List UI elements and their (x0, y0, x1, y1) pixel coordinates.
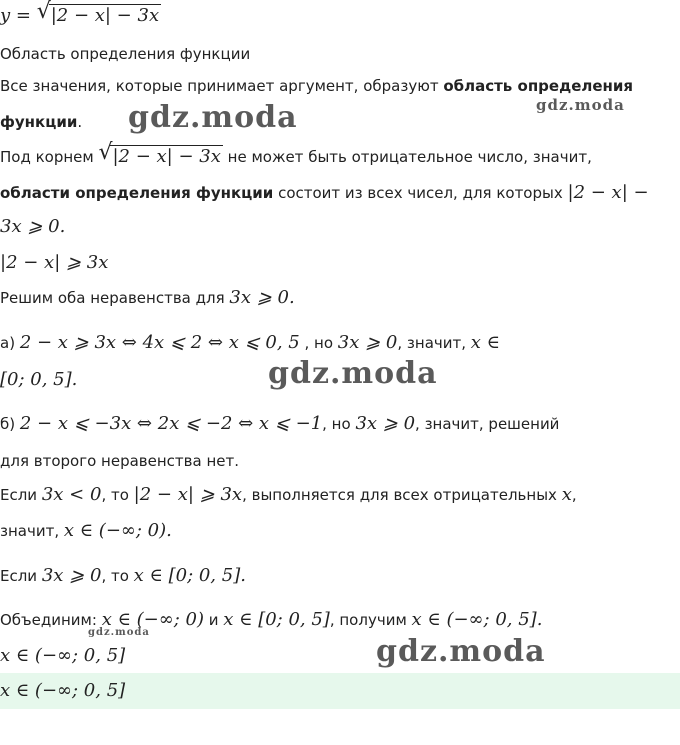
answer-box (0, 673, 680, 709)
case-b-text-2: , значит, решений (415, 415, 560, 433)
watermark-logo: gdz.moda (128, 100, 298, 135)
union-text-1: и (203, 611, 224, 629)
root-sqrt: √ |2 − x| − 3x (98, 140, 221, 167)
neg-text-1: , то (101, 486, 134, 504)
union-math-3: x ∈ (−∞; 0, 5]. (411, 609, 543, 630)
case-a-math-3: x ∈ (470, 332, 500, 353)
definition-line-2 (0, 110, 82, 134)
root-pre: Под корнем (0, 148, 99, 166)
definition-text: Все значения, которые принимает аргумент, образуют (0, 77, 444, 95)
formula-sqrt: √ |2 − x| − 3x (36, 0, 160, 26)
heading-domain: Область определения функции (0, 45, 251, 63)
case-a-result: [0; 0, 5]. (0, 369, 78, 390)
case-b-label: б) (0, 415, 20, 433)
watermark-logo: gdz.moda (268, 356, 438, 391)
domain-mid: состоит из всех чисел, для которых (273, 184, 568, 202)
root-post: не может быть отрицательное число, значит, (222, 148, 592, 166)
case-a-label: а) (0, 334, 20, 352)
result-line: x ∈ (−∞; 0, 5] (0, 645, 126, 666)
positive-line (0, 564, 246, 588)
solve-line (0, 286, 295, 310)
pos-text-1: , то (101, 567, 134, 585)
neg-result-math: x ∈ (−∞; 0). (63, 520, 172, 541)
definition-bold-2: функции (0, 113, 78, 131)
negative-line (0, 483, 577, 507)
domain-line (0, 181, 649, 205)
union-text-2: , получим (329, 611, 412, 629)
negative-result (0, 519, 172, 543)
case-a-math-1: 2 − x ⩾ 3x ⇔ 4x ⩽ 2 ⇔ x ⩽ 0, 5 (19, 332, 300, 353)
root-line (0, 140, 592, 169)
domain-math: |2 − x| − (567, 182, 649, 203)
neg-pre: Если (0, 486, 42, 504)
case-b-text-1: , но (322, 415, 356, 433)
root-radicand: |2 − x| − 3x (112, 146, 221, 167)
case-a-math-2: 3x ⩾ 0 (337, 332, 398, 353)
neg-math-3: x (561, 484, 572, 505)
pos-math-2: x ∈ [0; 0, 5]. (133, 565, 246, 586)
neg-math-2: |2 − x| ⩾ 3x (133, 484, 243, 505)
case-b-result: для второго неравенства нет. (0, 452, 239, 470)
union-pre: Объединим: (0, 611, 102, 629)
watermark-logo: gdz.moda (88, 627, 150, 638)
formula-line (0, 0, 161, 28)
answer-math: x ∈ (−∞; 0, 5] (0, 680, 126, 701)
case-b-line (0, 412, 559, 436)
case-a-text-2: , значит, (397, 334, 471, 352)
formula-y: y (0, 5, 11, 26)
watermark-logo: gdz.moda (376, 634, 546, 669)
neg-result-pre: значит, (0, 522, 64, 540)
formula-eq: = (10, 5, 37, 26)
neg-math-1: 3x < 0 (41, 484, 102, 505)
ineq-line-1: 3x ⩾ 0. (0, 216, 66, 237)
definition-dot: . (77, 113, 83, 131)
union-line (0, 608, 542, 632)
domain-bold: области определения функции (0, 184, 274, 202)
union-math-1: x ∈ (−∞; 0) (101, 609, 204, 630)
formula-radicand: |2 − x| − 3x (50, 5, 160, 26)
solve-math: 3x ⩾ 0. (229, 287, 295, 308)
neg-text-3: , (571, 486, 577, 504)
union-math-2: x ∈ [0; 0, 5] (223, 609, 330, 630)
neg-text-2: , выполняется для всех отрицательных (242, 486, 562, 504)
pos-math-1: 3x ⩾ 0 (41, 565, 102, 586)
pos-pre: Если (0, 567, 42, 585)
case-b-math-1: 2 − x ⩽ −3x ⇔ 2x ⩽ −2 ⇔ x ⩽ −1 (19, 413, 323, 434)
ineq-line-2: |2 − x| ⩾ 3x (0, 252, 109, 273)
case-a-text-1: , но (299, 334, 338, 352)
case-b-math-2: 3x ⩾ 0 (355, 413, 416, 434)
definition-line-1 (0, 74, 633, 98)
definition-bold: область определения (443, 77, 634, 95)
watermark-logo: gdz.moda (536, 96, 625, 114)
solve-text: Решим оба неравенства для (0, 289, 230, 307)
case-a-line (0, 331, 500, 355)
